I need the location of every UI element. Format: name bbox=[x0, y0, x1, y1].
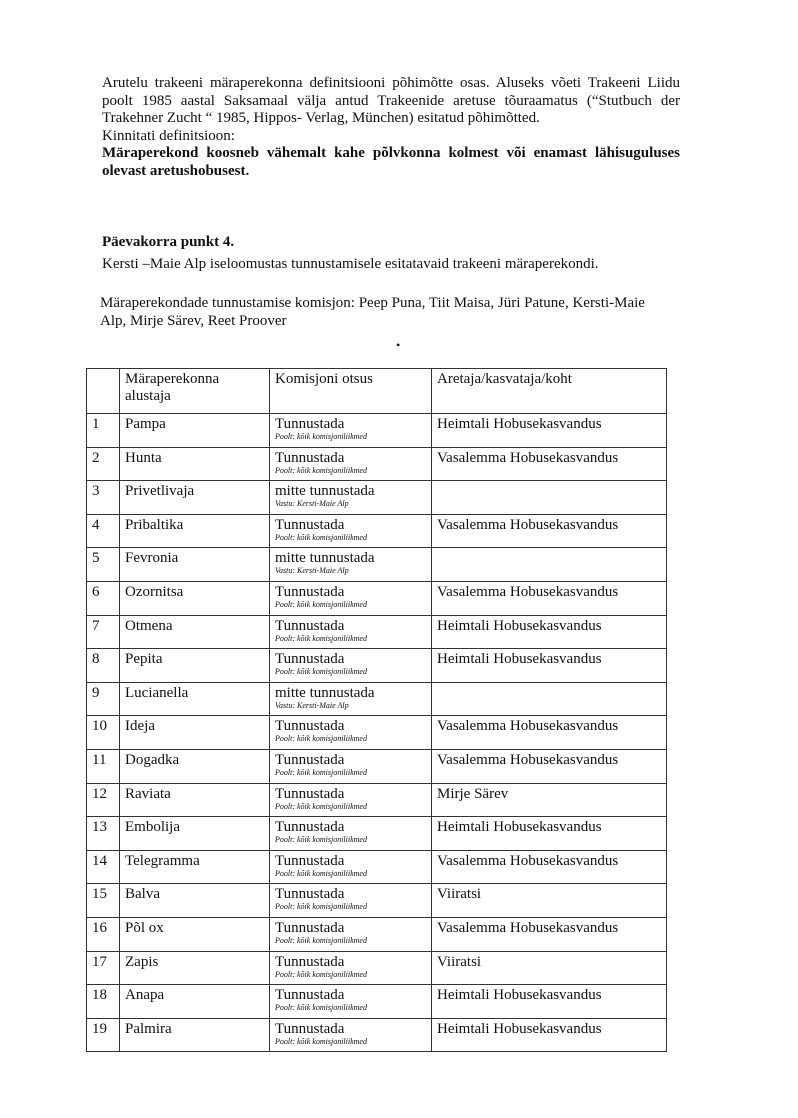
decision-text: mitte tunnustada bbox=[275, 483, 375, 500]
breeder-place: Vasalemma Hobusekasvandus bbox=[432, 850, 667, 884]
decision-text: Tunnustada bbox=[275, 651, 345, 668]
vote-note: Poolt: kõik komisjoniliikmed bbox=[275, 532, 367, 542]
decision-text: Tunnustada bbox=[275, 852, 345, 869]
decision-text: Tunnustada bbox=[275, 751, 345, 768]
vote-note: Poolt: kõik komisjoniliikmed bbox=[275, 801, 367, 811]
decision-cell bbox=[270, 1018, 432, 1052]
table-row bbox=[87, 615, 667, 649]
row-number: 12 bbox=[87, 783, 120, 817]
founder-name: Hunta bbox=[120, 447, 270, 481]
founder-name: Dogadka bbox=[120, 749, 270, 783]
decision-cell bbox=[270, 548, 432, 582]
row-number: 15 bbox=[87, 884, 120, 918]
row-number: 8 bbox=[87, 649, 120, 683]
vote-note: Poolt: kõik komisjoniliikmed bbox=[275, 599, 367, 609]
breeder-place: Vasalemma Hobusekasvandus bbox=[432, 716, 667, 750]
decision-cell bbox=[270, 481, 432, 515]
decision-text: Tunnustada bbox=[275, 919, 345, 936]
decision-cell bbox=[270, 951, 432, 985]
founder-name: Anapa bbox=[120, 985, 270, 1019]
vote-note: Poolt: kõik komisjoniliikmed bbox=[275, 667, 367, 677]
breeder-place: Vasalemma Hobusekasvandus bbox=[432, 581, 667, 615]
founder-name: Lucianella bbox=[120, 682, 270, 716]
decision-text: Tunnustada bbox=[275, 416, 345, 432]
agenda-title: Päevakorra punkt 4. bbox=[102, 234, 235, 250]
vote-note: Poolt: kõik komisjoniliikmed bbox=[275, 767, 367, 777]
approved-line: Kinnitati definitsioon: bbox=[102, 127, 235, 144]
breeder-place: Heimtali Hobusekasvandus bbox=[432, 1018, 667, 1052]
founder-name: Fevronia bbox=[120, 548, 270, 582]
decision-cell bbox=[270, 985, 432, 1019]
breeder-place: Viiratsi bbox=[432, 951, 667, 985]
row-number: 18 bbox=[87, 985, 120, 1019]
commission-members: Märaperekondade tunnustamise komisjon: Peep Puna, Tiit Maisa, Jüri Patune, Kersti-Maie Alp, Mirje Särev, Reet Proover bbox=[100, 295, 645, 329]
decision-cell bbox=[270, 581, 432, 615]
header-founder: Märaperekonna alustaja bbox=[120, 369, 270, 414]
decision-cell bbox=[270, 447, 432, 481]
table-row bbox=[87, 985, 667, 1019]
row-number: 9 bbox=[87, 682, 120, 716]
row-number: 14 bbox=[87, 850, 120, 884]
breeder-place bbox=[432, 682, 667, 716]
breeder-place: Heimtali Hobusekasvandus bbox=[432, 414, 667, 448]
breeder-place bbox=[432, 481, 667, 515]
table-row bbox=[87, 649, 667, 683]
vote-note: Poolt: kõik komisjoniliikmed bbox=[275, 868, 367, 878]
intro-paragraph: Arutelu trakeeni märaperekonna definitsiooni põhimõtte osas. Aluseks võeti Trakeeni Liidu poolt 1985 aastal Saksamaal välja antud Trakeenide aretuse tõuraamatus (“Stutbuch der Trakehner Zucht “ 1985, Hippos- Verlag, München) esitatud põhimõtted. bbox=[102, 75, 680, 126]
row-number: 13 bbox=[87, 817, 120, 851]
breeder-place: Heimtali Hobusekasvandus bbox=[432, 985, 667, 1019]
table-header-row bbox=[87, 369, 667, 414]
row-number: 1 bbox=[87, 414, 120, 448]
decision-cell bbox=[270, 615, 432, 649]
decision-cell bbox=[270, 917, 432, 951]
header-breeder: Aretaja/kasvataja/koht bbox=[432, 369, 667, 414]
founder-name: Otmena bbox=[120, 615, 270, 649]
row-number: 11 bbox=[87, 749, 120, 783]
table-row bbox=[87, 682, 667, 716]
founder-name: Embolija bbox=[120, 817, 270, 851]
table-row bbox=[87, 414, 667, 448]
founder-name: Põl ox bbox=[120, 917, 270, 951]
vote-note: Poolt: kõik komisjoniliikmed bbox=[275, 432, 367, 441]
vote-note: Poolt: kõik komisjoniliikmed bbox=[275, 734, 367, 744]
decision-cell bbox=[270, 817, 432, 851]
founder-name: Pepita bbox=[120, 649, 270, 683]
table-row bbox=[87, 1018, 667, 1052]
decision-cell bbox=[270, 414, 432, 448]
founder-name: Balva bbox=[120, 884, 270, 918]
decision-cell bbox=[270, 783, 432, 817]
definition-text: Märaperekond koosneb vähemalt kahe põlvkonna kolmest või enamast lähisuguluses olevast aretushobusest. bbox=[102, 145, 680, 179]
decision-text: Tunnustada bbox=[275, 583, 345, 600]
table-row bbox=[87, 884, 667, 918]
breeder-place: Vasalemma Hobusekasvandus bbox=[432, 514, 667, 548]
vote-note: Poolt: kõik komisjoniliikmed bbox=[275, 902, 367, 912]
row-number: 19 bbox=[87, 1018, 120, 1052]
table-row bbox=[87, 581, 667, 615]
decision-cell bbox=[270, 682, 432, 716]
decision-text: Tunnustada bbox=[275, 516, 345, 533]
breeder-place: Vasalemma Hobusekasvandus bbox=[432, 749, 667, 783]
vote-note: Poolt: kõik komisjoniliikmed bbox=[275, 935, 367, 945]
vote-note: Vastu: Kersti-Maie Alp bbox=[275, 499, 349, 509]
vote-note: Poolt: kõik komisjoniliikmed bbox=[275, 1003, 367, 1013]
founder-name: Raviata bbox=[120, 783, 270, 817]
decision-text: Tunnustada bbox=[275, 987, 345, 1004]
row-number: 10 bbox=[87, 716, 120, 750]
table-body bbox=[87, 414, 667, 1052]
decision-text: Tunnustada bbox=[275, 1020, 345, 1037]
table-row bbox=[87, 917, 667, 951]
founder-name: Zapis bbox=[120, 951, 270, 985]
decision-text: mitte tunnustada bbox=[275, 550, 375, 567]
vote-note: Poolt: kõik komisjoniliikmed bbox=[275, 969, 367, 979]
founder-name: Pribaltika bbox=[120, 514, 270, 548]
row-number: 4 bbox=[87, 514, 120, 548]
decision-cell bbox=[270, 514, 432, 548]
row-number: 6 bbox=[87, 581, 120, 615]
row-number: 3 bbox=[87, 481, 120, 515]
stray-mark: • bbox=[396, 338, 401, 352]
breeder-place: Vasalemma Hobusekasvandus bbox=[432, 917, 667, 951]
decision-text: Tunnustada bbox=[275, 953, 345, 970]
decision-cell bbox=[270, 716, 432, 750]
founder-name: Palmira bbox=[120, 1018, 270, 1052]
breeder-place: Heimtali Hobusekasvandus bbox=[432, 649, 667, 683]
vote-note: Poolt: kõik komisjoniliikmed bbox=[275, 835, 367, 845]
founder-name: Ozornitsa bbox=[120, 581, 270, 615]
breeder-place: Vasalemma Hobusekasvandus bbox=[432, 447, 667, 481]
founder-name: Privetlivaja bbox=[120, 481, 270, 515]
intro-block bbox=[102, 75, 680, 180]
table-row bbox=[87, 716, 667, 750]
table-row bbox=[87, 548, 667, 582]
table-row bbox=[87, 481, 667, 515]
founder-name: Ideja bbox=[120, 716, 270, 750]
decision-text: Tunnustada bbox=[275, 886, 345, 903]
table-row bbox=[87, 514, 667, 548]
decision-cell bbox=[270, 850, 432, 884]
decision-cell bbox=[270, 649, 432, 683]
row-number: 16 bbox=[87, 917, 120, 951]
header-decision: Komisjoni otsus bbox=[270, 369, 432, 414]
breeder-place: Heimtali Hobusekasvandus bbox=[432, 817, 667, 851]
vote-note: Vastu: Kersti-Maie Alp bbox=[275, 566, 349, 576]
decision-cell bbox=[270, 884, 432, 918]
header-number bbox=[87, 369, 120, 414]
table-row bbox=[87, 447, 667, 481]
table-row bbox=[87, 817, 667, 851]
breeder-place: Heimtali Hobusekasvandus bbox=[432, 615, 667, 649]
vote-note: Poolt: kõik komisjoniliikmed bbox=[275, 1036, 367, 1046]
vote-note: Poolt: kõik komisjoniliikmed bbox=[275, 633, 367, 643]
vote-note: Poolt: kõik komisjoniliikmed bbox=[275, 465, 367, 475]
founder-name: Telegramma bbox=[120, 850, 270, 884]
vote-note: Vastu: Kersti-Maie Alp bbox=[275, 700, 349, 710]
row-number: 17 bbox=[87, 951, 120, 985]
founder-name: Pampa bbox=[120, 414, 270, 448]
agenda-text: Kersti –Maie Alp iseloomustas tunnustamisele esitatavaid trakeeni märaperekondi. bbox=[102, 256, 599, 272]
breeder-place: Mirje Särev bbox=[432, 783, 667, 817]
row-number: 7 bbox=[87, 615, 120, 649]
decision-text: Tunnustada bbox=[275, 718, 345, 735]
mare-families-table bbox=[86, 368, 667, 1052]
breeder-place: Viiratsi bbox=[432, 884, 667, 918]
table-row bbox=[87, 850, 667, 884]
row-number: 5 bbox=[87, 548, 120, 582]
decision-text: Tunnustada bbox=[275, 785, 345, 802]
table-row bbox=[87, 749, 667, 783]
decision-text: Tunnustada bbox=[275, 819, 345, 836]
decision-text: Tunnustada bbox=[275, 617, 345, 634]
table-row bbox=[87, 951, 667, 985]
decision-text: Tunnustada bbox=[275, 449, 345, 466]
decision-cell bbox=[270, 749, 432, 783]
table-row bbox=[87, 783, 667, 817]
row-number: 2 bbox=[87, 447, 120, 481]
breeder-place bbox=[432, 548, 667, 582]
decision-text: mitte tunnustada bbox=[275, 684, 375, 701]
